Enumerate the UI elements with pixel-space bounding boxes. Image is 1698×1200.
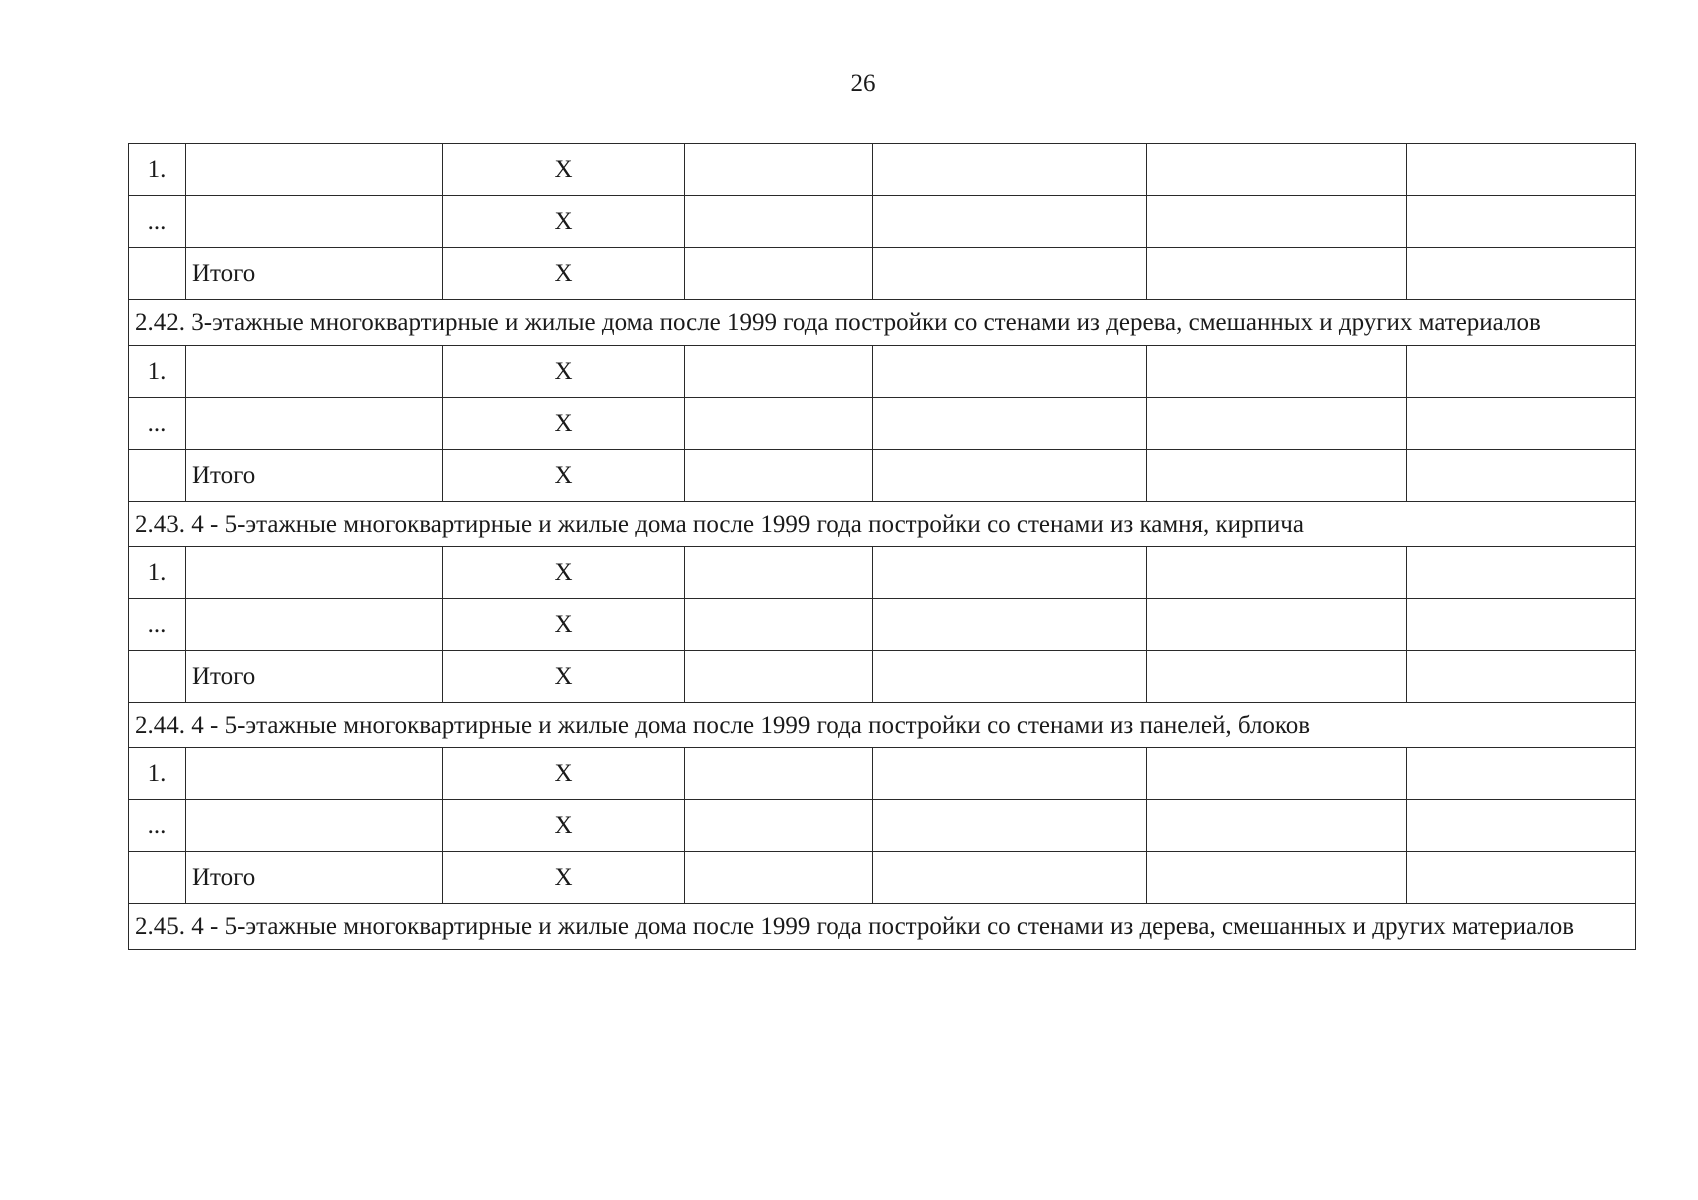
empty-cell	[873, 599, 1147, 651]
empty-cell	[873, 852, 1147, 904]
empty-cell	[685, 450, 873, 502]
table-row	[129, 144, 1636, 196]
row-name-cell	[186, 547, 443, 599]
row-number-cell	[129, 852, 186, 904]
empty-cell	[873, 144, 1147, 196]
empty-cell	[873, 398, 1147, 450]
empty-cell	[1407, 450, 1636, 502]
section-heading-row	[129, 300, 1636, 346]
empty-cell	[1407, 547, 1636, 599]
empty-cell	[873, 651, 1147, 703]
row-number-cell: ...	[129, 196, 186, 248]
empty-cell	[1147, 346, 1407, 398]
row-mark-cell: X	[443, 800, 685, 852]
empty-cell	[1407, 144, 1636, 196]
empty-cell	[685, 748, 873, 800]
row-mark-cell: X	[443, 398, 685, 450]
row-number-cell: ...	[129, 599, 186, 651]
empty-cell	[1407, 599, 1636, 651]
row-mark-cell: X	[443, 547, 685, 599]
table-row	[129, 651, 1636, 703]
row-number-cell	[129, 248, 186, 300]
row-mark-cell: X	[443, 144, 685, 196]
buildings-table	[128, 143, 1636, 950]
empty-cell	[1147, 852, 1407, 904]
table-row	[129, 398, 1636, 450]
empty-cell	[1147, 651, 1407, 703]
empty-cell	[873, 248, 1147, 300]
row-mark-cell: X	[443, 346, 685, 398]
empty-cell	[1407, 800, 1636, 852]
row-number-cell: 1.	[129, 547, 186, 599]
section-heading-row	[129, 703, 1636, 748]
row-mark-cell: X	[443, 748, 685, 800]
empty-cell	[685, 547, 873, 599]
row-number-cell: 1.	[129, 748, 186, 800]
empty-cell	[1147, 800, 1407, 852]
empty-cell	[685, 248, 873, 300]
empty-cell	[1147, 398, 1407, 450]
row-name-cell: Итого	[186, 852, 443, 904]
empty-cell	[873, 196, 1147, 248]
section-heading: 2.44. 4 - 5-этажные многоквартирные и жилые дома после 1999 года постройки со стенами из панелей, блоков	[129, 703, 1636, 748]
row-number-cell: 1.	[129, 346, 186, 398]
empty-cell	[1407, 748, 1636, 800]
empty-cell	[873, 547, 1147, 599]
empty-cell	[1407, 398, 1636, 450]
table-row	[129, 346, 1636, 398]
empty-cell	[1407, 248, 1636, 300]
row-number-cell: 1.	[129, 144, 186, 196]
row-mark-cell: X	[443, 248, 685, 300]
empty-cell	[685, 651, 873, 703]
row-number-cell: ...	[129, 800, 186, 852]
empty-cell	[1147, 248, 1407, 300]
empty-cell	[1147, 599, 1407, 651]
row-name-cell: Итого	[186, 651, 443, 703]
empty-cell	[685, 599, 873, 651]
row-mark-cell: X	[443, 651, 685, 703]
row-mark-cell: X	[443, 196, 685, 248]
empty-cell	[873, 748, 1147, 800]
row-mark-cell: X	[443, 599, 685, 651]
empty-cell	[685, 196, 873, 248]
row-number-cell	[129, 450, 186, 502]
empty-cell	[1147, 196, 1407, 248]
empty-cell	[873, 800, 1147, 852]
table-row	[129, 450, 1636, 502]
empty-cell	[1407, 346, 1636, 398]
empty-cell	[685, 346, 873, 398]
empty-cell	[1147, 748, 1407, 800]
table-row	[129, 800, 1636, 852]
row-mark-cell: X	[443, 450, 685, 502]
table-row	[129, 852, 1636, 904]
empty-cell	[873, 346, 1147, 398]
empty-cell	[685, 852, 873, 904]
row-name-cell	[186, 196, 443, 248]
empty-cell	[685, 144, 873, 196]
empty-cell	[1147, 450, 1407, 502]
section-heading-row	[129, 502, 1636, 547]
empty-cell	[685, 800, 873, 852]
section-heading: 2.43. 4 - 5-этажные многоквартирные и жилые дома после 1999 года постройки со стенами из камня, кирпича	[129, 502, 1636, 547]
row-number-cell: ...	[129, 398, 186, 450]
section-heading: 2.42. 3-этажные многоквартирные и жилые дома после 1999 года постройки со стенами из дерева, смешанных и других материалов	[129, 300, 1636, 346]
table-row	[129, 599, 1636, 651]
empty-cell	[1407, 651, 1636, 703]
section-heading: 2.45. 4 - 5-этажные многоквартирные и жилые дома после 1999 года постройки со стенами из дерева, смешанных и других материалов	[129, 904, 1636, 950]
empty-cell	[873, 450, 1147, 502]
empty-cell	[1147, 144, 1407, 196]
row-name-cell	[186, 599, 443, 651]
row-number-cell	[129, 651, 186, 703]
table-row	[129, 196, 1636, 248]
row-name-cell	[186, 748, 443, 800]
row-mark-cell: X	[443, 852, 685, 904]
empty-cell	[1407, 852, 1636, 904]
row-name-cell	[186, 144, 443, 196]
row-name-cell	[186, 346, 443, 398]
section-heading-row	[129, 904, 1636, 950]
row-name-cell: Итого	[186, 248, 443, 300]
row-name-cell	[186, 398, 443, 450]
empty-cell	[1407, 196, 1636, 248]
empty-cell	[685, 398, 873, 450]
row-name-cell: Итого	[186, 450, 443, 502]
table-row	[129, 748, 1636, 800]
page-number: 26	[850, 70, 876, 97]
row-name-cell	[186, 800, 443, 852]
table-row	[129, 248, 1636, 300]
empty-cell	[1147, 547, 1407, 599]
table-row	[129, 547, 1636, 599]
